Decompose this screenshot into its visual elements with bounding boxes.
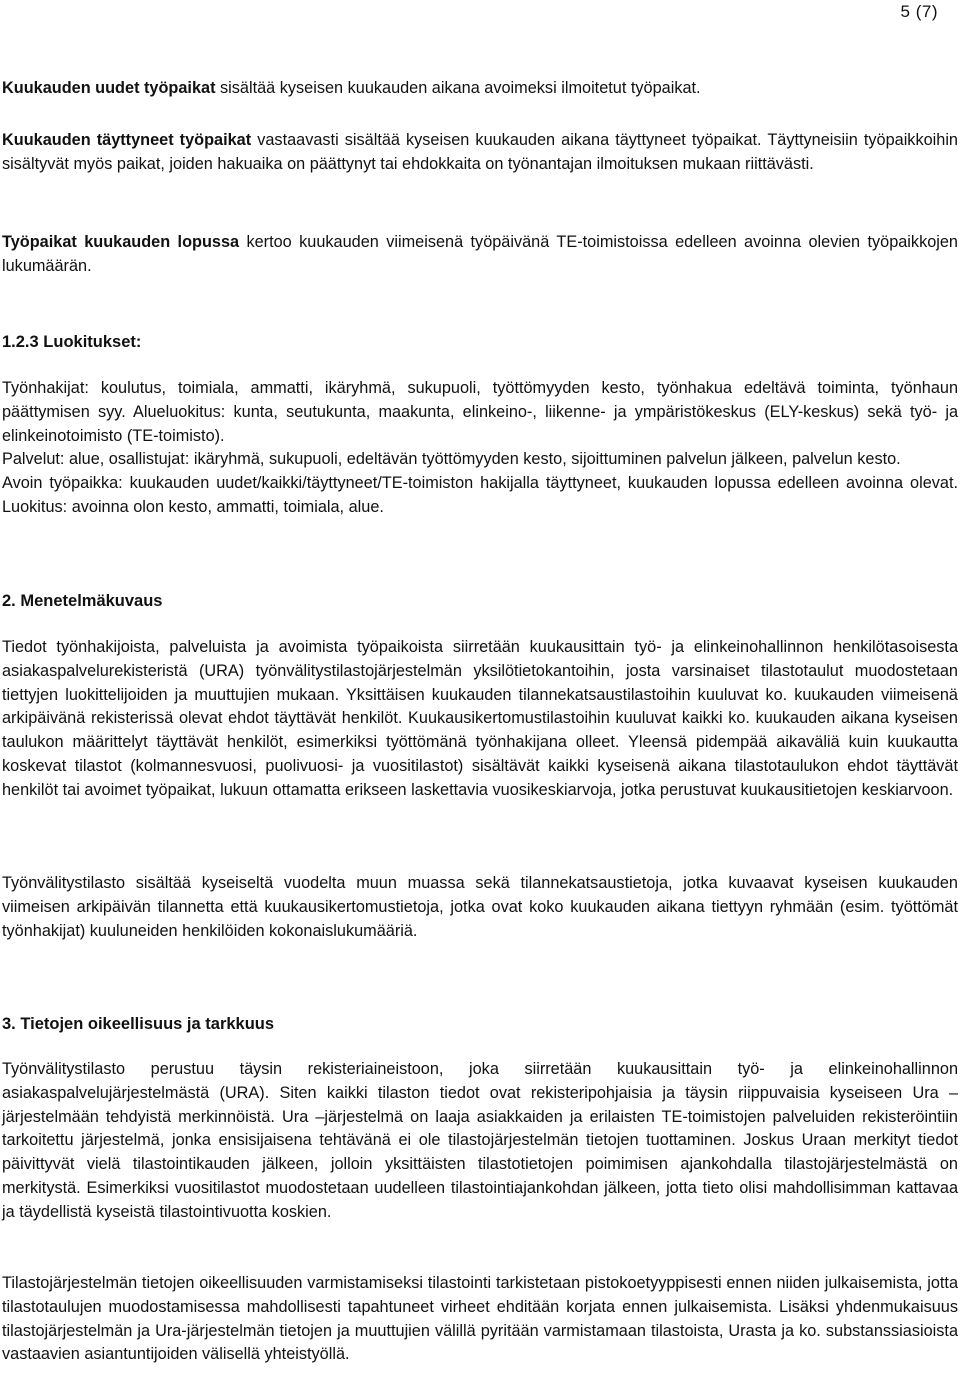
new-jobs-term: Kuukauden uudet työpaikat: [2, 79, 216, 97]
classifications-paragraph: Palvelut: alue, osallistujat: ikäryhmä, sukupuoli, edeltävän työttömyyden kesto, sijoittuminen palvelun jälkeen, palvelun kesto.: [2, 450, 901, 469]
section-heading-methodology: 2. Menetelmäkuvaus: [2, 592, 163, 610]
methodology-paragraph-1: Tiedot työnhakijoista, palveluista ja avoimista työpaikoista siirretään kuukausittain työ- ja elinkeinohallinnon henkilötasoisesta asiakaspalvelurekisteristä (URA) työnvälitystilastojärjestelmän yksilötietokantoihin, josta varsinaiset tilastotaulut muodostetaan tiettyjen luokittelijoiden ja muuttujien mukaan. Yksittäisen kuukauden tilannekatsaustilastoihin kuuluvat ko. kuukauden viimeisenä arkipäivänä rekisterissä olevat ehdot täyttävät henkilöt. Kuukausikertomustilastoihin kuuluvat kaikki ko. kuukauden aikana kyseisen taulukon määrittelyt täyttävät henkilöt, esimerkiksi työttömänä työnhakijana olleet. Yleensä pidempää aikaväliä kuin kuukautta koskevat tilastot (kolmannesvuosi, puolivuosi- ja vuositilastot) sisältävät kaikki kyseisenä aikana tilastotaulukon ehdot täyttävät henkilöt tai avoimet työpaikat, lukuun ottamatta erikseen laskettavia vuosikeskiarvoja, jotka perustuvat kuukausitietojen keskiarvoon.: [2, 638, 958, 799]
filled-jobs-term: Kuukauden täyttyneet työpaikat: [2, 131, 252, 149]
end-of-month-term: Työpaikat kuukauden lopussa: [2, 233, 240, 251]
classifications-paragraph: Avoin työpaikka: kuukauden uudet/kaikki/täyttyneet/TE-toimiston hakijalla täyttyneet, kuukauden lopussa edelleen avoinna olevat. Luokitus: avoinna olon kesto, ammatti, toimiala, alue.: [2, 474, 958, 516]
accuracy-paragraph-1: Työnvälitystilasto perustuu täysin rekisteriaineistoon, joka siirretään kuukausittain työ- ja elinkeinohallinnon asiakaspalvelujärjestelmästä (URA). Siten kaikki tilaston tiedot ovat rekisteripohjaisia ja täysin riippuvaisia kyseiseen Ura –järjestelmään tehdyistä merkinnöistä. Ura –järjestelmä on laaja asiakkaiden ja erilaisten TE-toimistojen palveluiden rekisteröintiin tarkoitettu järjestelmä, jonka ensisijaisena tehtävänä ei ole tilastojärjestelmän tietojen tuottaminen. Joskus Uraan merkityt tiedot päivittyvät vielä tilastointikauden jälkeen, jolloin yksittäisten tilastotietojen poimimisen ajankohdalla tilastojärjestelmästä on merkitystä. Esimerkiksi vuositilastot muodostetaan uudelleen tilastointiajankohdan jälkeen, jotta tieto olisi mahdollisimman kattavaa ja täydellistä kyseistä tilastointivuotta koskien.: [2, 1060, 958, 1221]
accuracy-paragraph-2: Tilastojärjestelmän tietojen oikeellisuuden varmistamiseksi tilastointi tarkistetaan pistokoetyyppisesti ennen niiden julkaisemista, jotta tilastotaulujen muodostamisessa mahdollisesti tapahtuneet virheet ehditään korjata ennen julkaisemista. Lisäksi yhdenmukaisuus tilastojärjestelmän ja Ura-järjestelmän tietojen ja muuttujien välillä pyritään varmistamaan tilastoista, Urasta ja ko. substanssiasioista vastaavien asiantuntijoiden välisellä yhteistyöllä.: [2, 1274, 958, 1364]
section-heading-classifications: 1.2.3 Luokitukset:: [2, 333, 142, 351]
methodology-paragraph-2: Työnvälitystilasto sisältää kyseiseltä vuodelta muun muassa sekä tilannekatsaustietoja, jotka kuvaavat kyseisen kuukauden viimeisen arkipäivän tilannetta että kuukausikertomustietoja, jotka ovat koko kuukauden aikana tiettyyn ryhmään (esim. työttömät työnhakijat) kuuluneiden henkilöiden kokonaislukumääriä.: [2, 874, 958, 940]
classifications-body: [2, 377, 958, 520]
definition-end-of-month: [2, 231, 958, 279]
filled-jobs-text: vastaavasti sisältää kyseisen kuukauden aikana täyttyneet työpaikat. Täyttyneisiin työpaikkoihin sisältyvät myös paikat, joiden hakuaika on päättynyt tai ehdokkaita on työnantajan ilmoituksen mukaan riittävästi.: [2, 131, 958, 173]
definition-new-jobs: [2, 77, 958, 101]
page-number: 5 (7): [900, 2, 938, 21]
definition-filled-jobs: [2, 129, 958, 177]
new-jobs-text: sisältää kyseisen kuukauden aikana avoimeksi ilmoitetut työpaikat.: [215, 79, 701, 97]
section-heading-accuracy: 3. Tietojen oikeellisuus ja tarkkuus: [2, 1015, 275, 1033]
end-of-month-text: kertoo kuukauden viimeisenä työpäivänä TE-toimistoissa edelleen avoinna olevien työpaikkojen lukumäärän.: [2, 233, 958, 275]
classifications-paragraph: Työnhakijat: koulutus, toimiala, ammatti, ikäryhmä, sukupuoli, työttömyyden kesto, työnhakua edeltävä toiminta, työnhaun päättymisen syy. Alueluokitus: kunta, seutukunta, maakunta, elinkeino-, liikenne- ja ympäristökeskus (ELY-keskus) sekä työ- ja elinkeinotoimisto (TE-toimisto).: [2, 379, 958, 445]
